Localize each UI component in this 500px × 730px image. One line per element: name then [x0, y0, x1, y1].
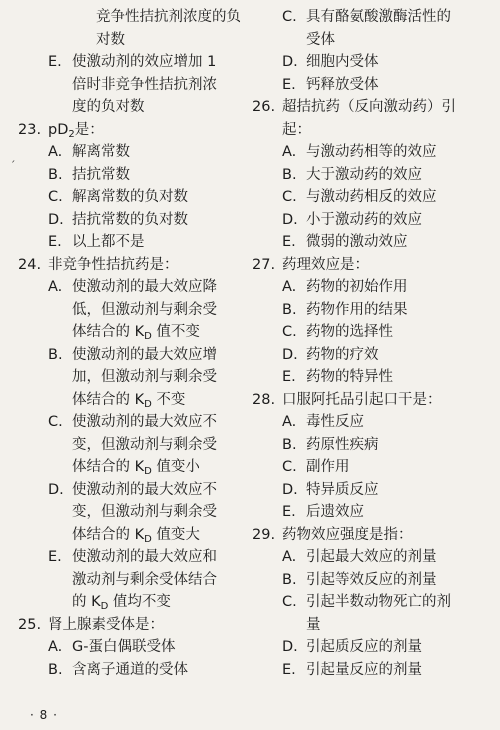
subscript: D [144, 533, 152, 545]
text: 值均不变 [108, 594, 171, 610]
q25-option-d [252, 51, 484, 74]
option-key: C. [48, 414, 63, 430]
q24-option-d-line2: 变，但激动剂与剩余受 [72, 504, 217, 520]
q22-option-e-line3: 度的负对数 [72, 99, 145, 115]
option-key: C. [48, 189, 63, 205]
option-text: 毒性反应 [306, 414, 364, 430]
option-key: A. [282, 279, 297, 295]
option-text: 微弱的激动效应 [306, 234, 408, 250]
q28-option-b [252, 434, 484, 457]
q24-option-a-line2: 低，但激动剂与剩余受 [72, 301, 217, 318]
option-key: D. [282, 54, 298, 70]
option-key: E. [282, 504, 296, 520]
q26-option-e [252, 231, 484, 254]
option-text: 引起质反应的剂量 [306, 639, 422, 655]
option-key: E. [48, 549, 62, 565]
option-key: E. [282, 661, 296, 678]
subscript: D [144, 466, 152, 477]
option-text: 药物的选择性 [306, 324, 393, 340]
option-key: E. [48, 234, 62, 250]
option-key: A. [48, 279, 63, 295]
stem-text: pD [48, 121, 69, 138]
option-text: 药物的特异性 [306, 369, 393, 385]
q29-stem [252, 524, 484, 547]
pen-mark: ˏ [10, 150, 16, 163]
stem-text: 非竞争性拮抗药是： [48, 256, 179, 273]
q28-option-a [252, 411, 484, 434]
q24-option-e-line2: 激动剂与剩余受体结合 [72, 571, 217, 588]
option-key: E. [282, 369, 296, 385]
option-key: B. [282, 436, 297, 453]
option-text: 引起等效反应的剂量 [306, 571, 437, 588]
option-key: A. [282, 144, 297, 160]
q22-option-e-line2: 倍时非竞争性拮抗剂浓 [72, 76, 217, 93]
text: 值不变 [151, 324, 200, 340]
q27-option-e [252, 366, 484, 389]
option-text: 后遗效应 [306, 504, 364, 520]
option-text: 使激动剂的最大效应不 [72, 481, 217, 498]
stem-text: 超拮抗药（反向激动药）引 [282, 99, 456, 115]
option-key: A. [48, 639, 63, 655]
option-text: 特异质反应 [306, 481, 379, 498]
q25-option-c-line2: 受体 [306, 31, 335, 48]
option-key: A. [48, 144, 63, 160]
option-key: C. [282, 189, 297, 205]
option-key: B. [282, 166, 297, 183]
q25-option-c [252, 6, 484, 29]
text: 体结合的 K [72, 526, 145, 543]
option-key: E. [282, 234, 296, 250]
question-number: 24. [18, 256, 42, 273]
q28-option-e [252, 501, 484, 524]
text: 不变 [151, 391, 186, 408]
option-text: 以上都不是 [72, 234, 145, 250]
q25-option-e [252, 74, 484, 97]
option-text: 引起最大效应的剂量 [306, 549, 437, 565]
q22-option-d-line1: 竞争性拮抗剂浓度的负 [96, 9, 241, 25]
q24-option-b-line2: 加，但激动剂与剩余受 [72, 369, 217, 385]
option-key: A. [282, 549, 297, 565]
q28-option-d [252, 479, 484, 502]
q24-option-c [18, 411, 244, 434]
q22-option-d-line2: 对数 [96, 31, 125, 48]
option-key: B. [282, 301, 297, 318]
option-key: A. [282, 414, 297, 430]
page-number: · 8 · [30, 708, 58, 722]
q23-option-e [18, 231, 244, 254]
option-key: B. [48, 346, 63, 363]
q29-option-c-line2: 量 [306, 616, 321, 633]
option-key: D. [282, 346, 298, 363]
q24-option-e [18, 546, 244, 569]
option-text: 解离常数的负对数 [72, 189, 188, 205]
option-text: 药物的初始作用 [306, 279, 408, 295]
option-key: C. [282, 459, 297, 475]
q26-stem [252, 96, 484, 119]
text: 体结合的 K [72, 391, 145, 408]
text: 值变大 [151, 526, 200, 543]
question-number: 29. [252, 526, 276, 543]
q23-option-c [18, 186, 244, 209]
question-number: 27. [252, 256, 276, 273]
q24-option-b-line3 [18, 389, 244, 412]
option-text: 与激动药相等的效应 [306, 144, 437, 160]
option-text: 拮抗常数的负对数 [72, 211, 188, 228]
q24-option-d [18, 479, 244, 502]
option-key: D. [48, 211, 64, 228]
q24-option-a [18, 276, 244, 299]
q26-option-a [252, 141, 484, 164]
right-column [252, 6, 484, 681]
stem-text-post: 是： [74, 121, 104, 138]
q29-option-b [252, 569, 484, 592]
option-text: G-蛋白偶联受体 [72, 639, 176, 655]
option-text: 大于激动药的效应 [306, 166, 422, 183]
q27-option-a [252, 276, 484, 299]
option-key: B. [48, 166, 63, 183]
option-key: B. [282, 571, 297, 588]
q27-option-b [252, 299, 484, 322]
left-column [18, 6, 244, 681]
option-text: 具有酪氨酸激酶活性的 [306, 9, 451, 25]
subscript: D [144, 398, 152, 410]
option-key: D. [48, 481, 64, 498]
option-text: 使激动剂的最大效应增 [72, 346, 217, 363]
option-key: D. [282, 639, 298, 655]
q25-option-b [18, 659, 244, 682]
text: 体结合的 K [72, 459, 145, 475]
question-number: 26. [252, 99, 276, 115]
q24-option-c-line3 [18, 456, 244, 479]
q23-option-a [18, 141, 244, 164]
q26-option-d [252, 209, 484, 232]
option-text: 拮抗常数 [72, 166, 130, 183]
q27-stem [252, 254, 484, 277]
option-text: 药原性疾病 [306, 436, 379, 453]
q24-option-b [18, 344, 244, 367]
q23-option-d [18, 209, 244, 232]
text: 值变小 [151, 459, 200, 475]
q29-option-e [252, 659, 484, 682]
q29-option-a [252, 546, 484, 569]
option-text: 副作用 [306, 459, 350, 475]
option-text: 引起半数动物死亡的剂 [306, 594, 451, 610]
q25-option-a [18, 636, 244, 659]
option-key: E. [282, 76, 296, 93]
q29-option-d [252, 636, 484, 659]
q23-stem [18, 119, 244, 142]
subscript: D [144, 331, 152, 342]
question-number: 28. [252, 391, 276, 408]
option-key: C. [282, 324, 297, 340]
q24-option-c-line2: 变，但激动剂与剩余受 [72, 436, 217, 453]
option-text: 使激动剂的效应增加 1 [72, 54, 217, 70]
q22-option-e [18, 51, 244, 74]
q26-option-b [252, 164, 484, 187]
subscript: D [100, 601, 109, 612]
stem-subscript: 2 [68, 128, 75, 140]
q25-stem [18, 614, 244, 637]
text: 的 K [72, 594, 101, 610]
q24-stem [18, 254, 244, 277]
stem-text: 药物效应强度是指： [282, 526, 413, 543]
option-text: 使激动剂的最大效应和 [72, 549, 217, 565]
option-text: 药物的疗效 [306, 346, 379, 363]
option-text: 细胞内受体 [306, 54, 379, 70]
text: 体结合的 K [72, 324, 145, 340]
q24-option-d-line3 [18, 524, 244, 547]
option-text: 解离常数 [72, 144, 130, 160]
option-key: D. [282, 481, 298, 498]
option-key: E. [48, 54, 62, 70]
q27-option-d [252, 344, 484, 367]
option-text: 小于激动药的效应 [306, 211, 422, 228]
stem-text: 口服阿托品引起口干是： [282, 391, 442, 408]
stem-text: 肾上腺素受体是： [48, 616, 164, 633]
option-text: 含离子通道的受体 [72, 661, 188, 678]
q24-option-a-line3 [18, 321, 244, 344]
q24-option-e-line3 [18, 591, 244, 614]
q27-option-c [252, 321, 484, 344]
option-text: 与激动药相反的效应 [306, 189, 437, 205]
option-key: B. [48, 661, 63, 678]
option-text: 引起量反应的剂量 [306, 661, 422, 678]
q28-option-c [252, 456, 484, 479]
q26-stem-line2: 起： [282, 121, 311, 138]
q28-stem [252, 389, 484, 412]
q23-option-b [18, 164, 244, 187]
option-key: C. [282, 9, 297, 25]
option-text: 钙释放受体 [306, 76, 379, 93]
option-text: 使激动剂的最大效应降 [72, 279, 217, 295]
question-number: 25. [18, 616, 42, 633]
question-number: 23. [18, 121, 42, 138]
option-text: 药物作用的结果 [306, 301, 408, 318]
q26-option-c [252, 186, 484, 209]
q29-option-c [252, 591, 484, 614]
option-key: C. [282, 594, 297, 610]
option-key: D. [282, 211, 298, 228]
option-text: 使激动剂的最大效应不 [72, 414, 217, 430]
stem-text: 药理效应是： [282, 256, 369, 273]
